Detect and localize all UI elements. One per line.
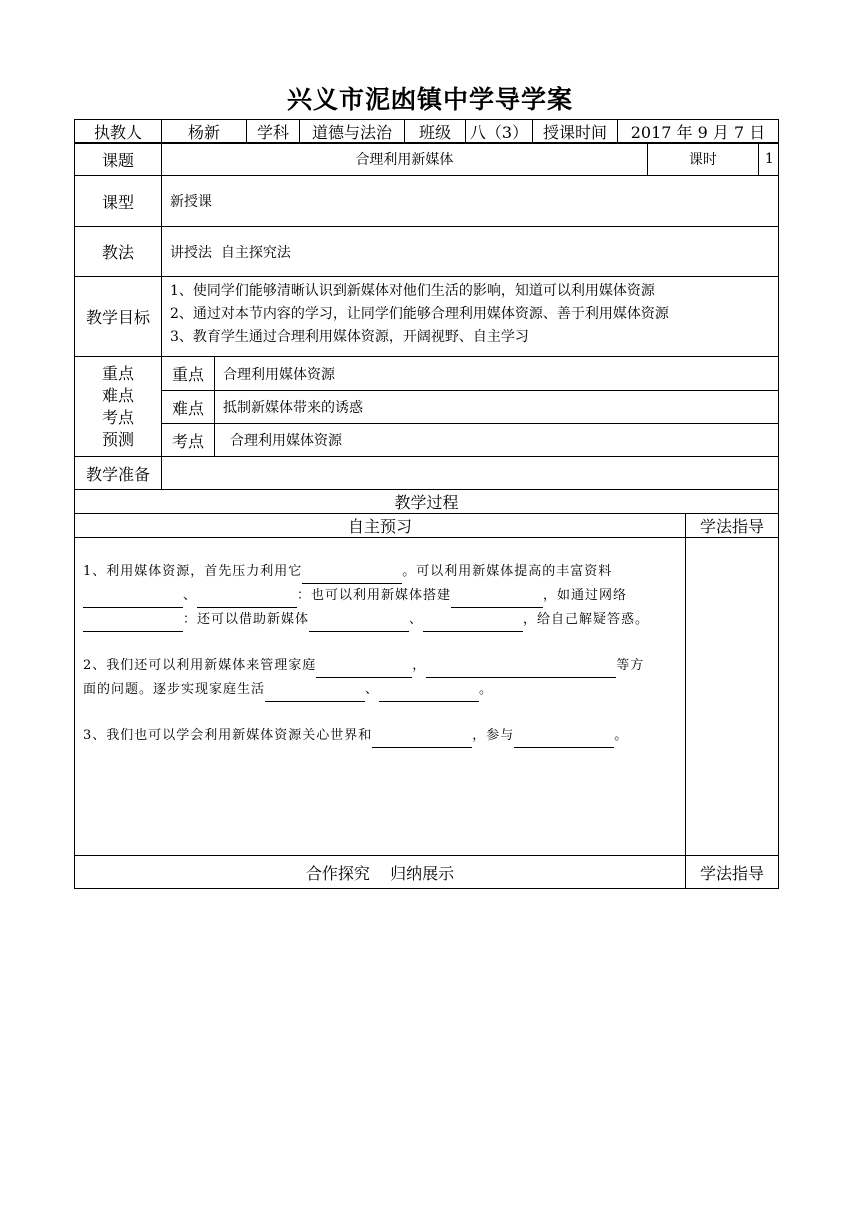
prep-label: 教学准备 <box>75 457 162 490</box>
answer-blank[interactable] <box>309 615 409 632</box>
method-value: 讲授法 自主探究法 <box>162 227 779 277</box>
answer-blank[interactable] <box>372 731 472 748</box>
topic-value: 合理利用新媒体 <box>162 143 648 176</box>
subject-value: 道德与法治 <box>300 120 405 144</box>
lesson-info-table <box>74 142 779 357</box>
objectives-label: 教学目标 <box>75 277 162 357</box>
guide-header: 学法指导 <box>686 514 779 538</box>
question-1: 1、利用媒体资源，首先压力利用它 。可以利用新媒体提高的丰富资料 、 ：也可以利用新媒体搭建 ，如通过网络 ：还可以借助新媒体 、 ，给自己解疑答惑。 <box>83 560 677 632</box>
focus-group-line: 考点 <box>101 407 134 427</box>
topic-label: 课题 <box>75 143 162 176</box>
objective-item: 2、通过对本节内容的学习，让同学们能够合理利用媒体资源、善于利用媒体资源 <box>170 306 669 322</box>
date-label: 授课时间 <box>533 120 618 144</box>
hours-value: 1 <box>758 143 778 176</box>
answer-blank[interactable] <box>83 615 183 632</box>
guide-content <box>686 538 779 856</box>
answer-blank[interactable] <box>514 731 614 748</box>
answer-blank[interactable] <box>451 591 543 608</box>
question-3: 3、我们也可以学会利用新媒体资源关心世界和 ，参与 。 <box>83 724 677 748</box>
question-2: 2、我们还可以利用新媒体来管理家庭 ， 等方 面的问题。逐步实现家庭生活 、 。 <box>83 654 677 702</box>
answer-blank[interactable] <box>316 661 412 678</box>
lesson-type-value: 新授课 <box>162 176 779 227</box>
prep-table <box>74 456 779 490</box>
cooperate-header: 合作探究 归纳展示 <box>75 856 686 889</box>
focus-group-line: 预测 <box>101 429 134 449</box>
difficult-point-label: 难点 <box>162 391 215 424</box>
guide-header-2: 学法指导 <box>686 856 779 889</box>
subject-label: 学科 <box>247 120 300 144</box>
process-title: 教学过程 <box>75 490 779 514</box>
lesson-type-label: 课型 <box>75 176 162 227</box>
objective-item: 3、教育学生通过合理利用媒体资源，开阔视野、自主学习 <box>170 329 529 345</box>
difficult-point-value: 抵制新媒体带来的诱惑 <box>215 391 779 424</box>
focus-group-line: 重点 <box>101 363 134 383</box>
answer-blank[interactable] <box>265 685 365 702</box>
self-study-header: 自主预习 <box>75 514 686 538</box>
objective-item: 1、使同学们能够清晰认识到新媒体对他们生活的影响，知道可以利用媒体资源 <box>170 283 655 299</box>
objectives-list <box>162 277 779 357</box>
answer-blank[interactable] <box>197 591 297 608</box>
page-title: 兴义市泥凼镇中学导学案 <box>286 85 573 114</box>
date-value: 2017 年 9 月 7 日 <box>618 120 779 144</box>
class-label: 班级 <box>405 120 466 144</box>
exam-point-label: 考点 <box>162 424 215 457</box>
answer-blank[interactable] <box>426 661 616 678</box>
process-table <box>74 489 779 889</box>
answer-blank[interactable] <box>379 685 479 702</box>
hours-label: 课时 <box>647 143 758 176</box>
prep-value <box>162 457 779 490</box>
exam-point-value: 合理利用媒体资源 <box>215 424 779 457</box>
key-point-label: 重点 <box>162 357 215 391</box>
answer-blank[interactable] <box>423 615 523 632</box>
answer-blank[interactable] <box>83 591 183 608</box>
teacher-value: 杨新 <box>162 120 247 144</box>
self-study-content <box>75 538 686 856</box>
header-info-table <box>74 119 779 144</box>
focus-group-line: 难点 <box>101 385 134 405</box>
class-value: 八（3） <box>466 120 533 144</box>
teacher-label: 执教人 <box>75 120 162 144</box>
answer-blank[interactable] <box>302 567 402 584</box>
key-point-value: 合理利用媒体资源 <box>215 357 779 391</box>
focus-table <box>74 356 779 457</box>
focus-group-label <box>75 357 162 457</box>
method-label: 教法 <box>75 227 162 277</box>
